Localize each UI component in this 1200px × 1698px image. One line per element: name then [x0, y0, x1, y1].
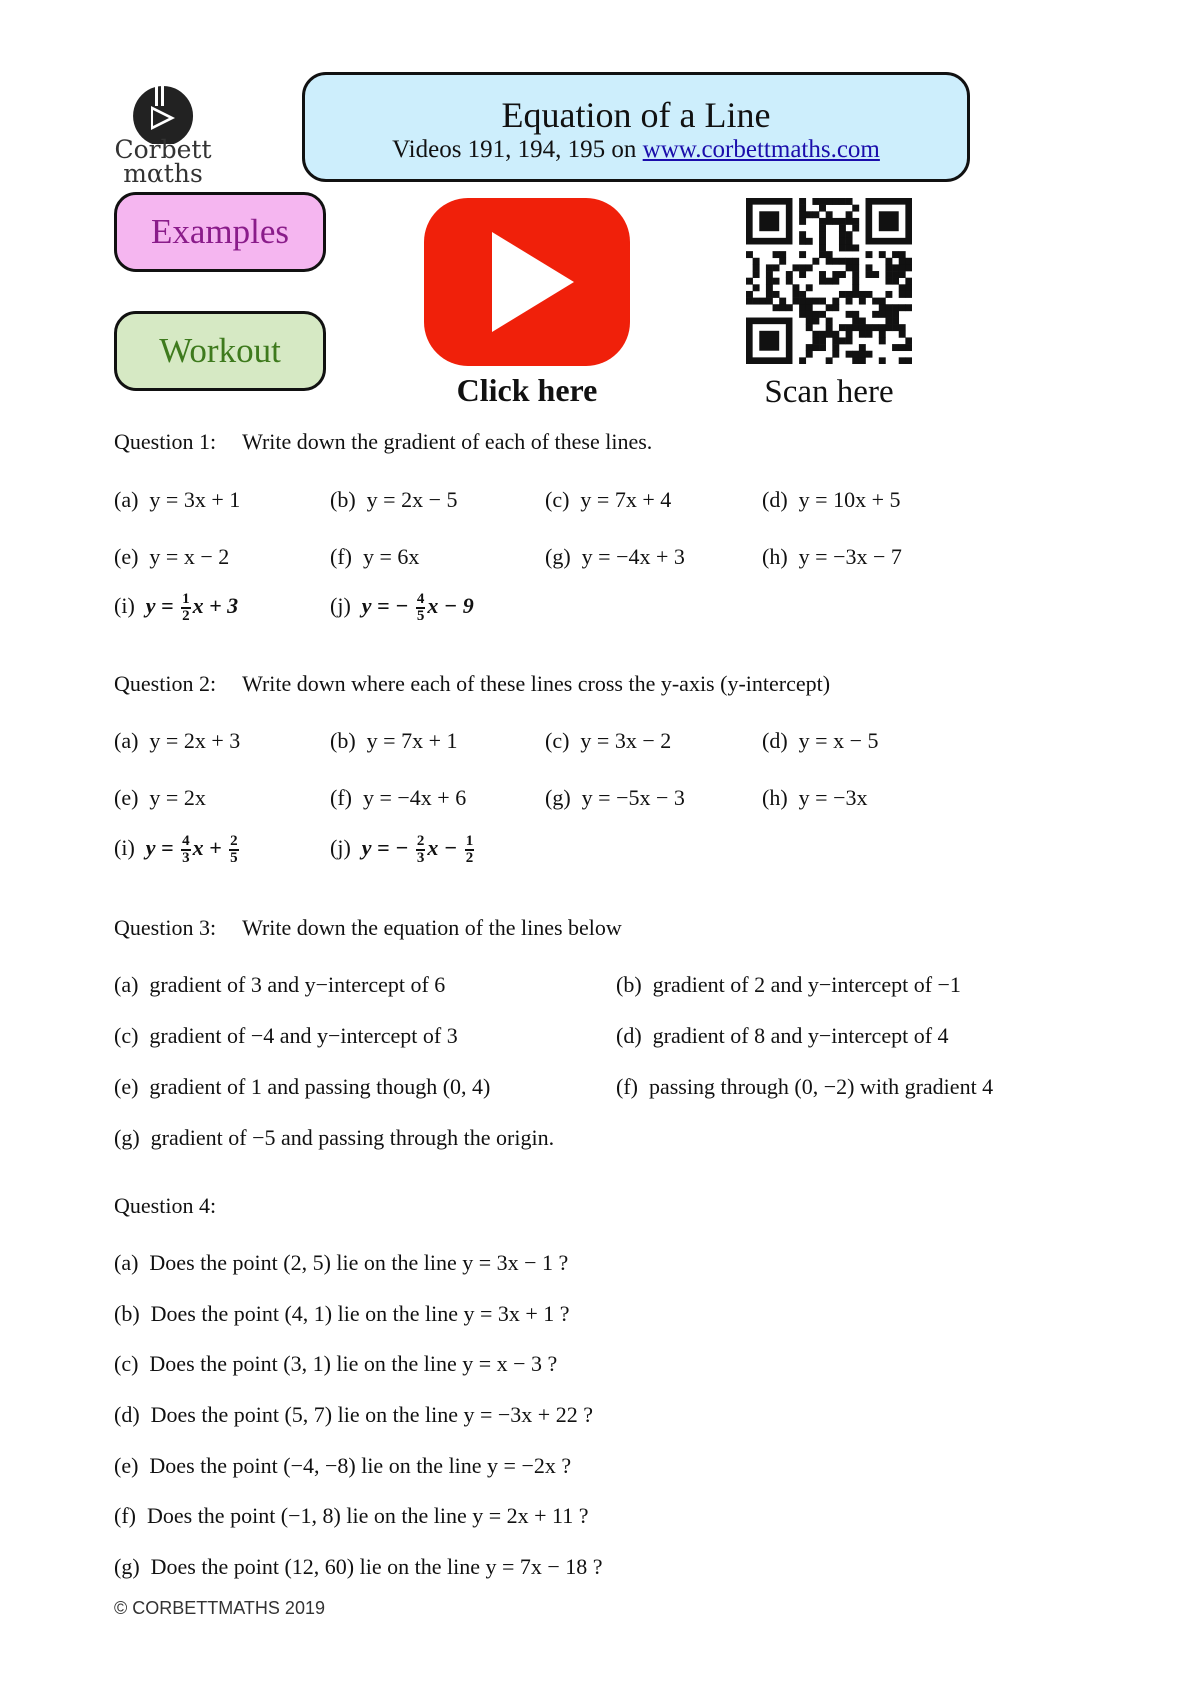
q2-item-a: (a) y = 2x + 3: [114, 728, 241, 753]
fraction: $\frac{2}{3}$: [416, 833, 425, 866]
q3-item-b: (b) gradient of 2 and y−intercept of −1: [616, 972, 961, 997]
fraction: $\frac{4}{5}$: [416, 591, 425, 624]
workout-button[interactable]: Workout: [114, 311, 326, 391]
q1-item-e: (e) y = x − 2: [114, 544, 230, 569]
q2-item-i: (i) y = $\frac{4}{3}$ x + $\frac{2}{5}$: [114, 833, 238, 866]
q1-item-d: (d) y = 10x + 5: [762, 487, 901, 512]
q2-item-b: (b) y = 7x + 1: [330, 728, 458, 753]
q2-prompt: Write down where each of these lines cross the y-axis (y-intercept): [242, 671, 831, 696]
logo-text-corbett: Corbett: [114, 135, 212, 164]
video-play-button[interactable]: [424, 198, 630, 366]
q3-prompt: Write down the equation of the lines below: [242, 915, 622, 940]
q3-item-d: (d) gradient of 8 and y−intercept of 4: [616, 1023, 949, 1048]
q2-item-d: (d) y = x − 5: [762, 728, 879, 753]
q1-item-a: (a) y = 3x + 1: [114, 487, 241, 512]
q3-item-f: (f) passing through (0, −2) with gradient 4: [616, 1074, 994, 1099]
q1-item-c: (c) y = 7x + 4: [545, 487, 672, 512]
q1-title: Question 1:: [114, 429, 217, 454]
q4-item-a: (a) Does the point (2, 5) lie on the line y = 3x − 1 ?: [114, 1250, 569, 1275]
q1-item-h: (h) y = −3x − 7: [762, 544, 902, 569]
q1-item-i: (i) y = $\frac{1}{2}$ x + 3: [114, 591, 239, 624]
q2-item-c: (c) y = 3x − 2: [545, 728, 672, 753]
q4-item-f: (f) Does the point (−1, 8) lie on the line y = 2x + 11 ?: [114, 1503, 589, 1528]
q2-item-f: (f) y = −4x + 6: [330, 785, 467, 810]
q1-item-b: (b) y = 2x − 5: [330, 487, 458, 512]
q2-heading: [114, 670, 830, 698]
page-title: Equation of a Line: [501, 95, 771, 135]
q2-item-h: (h) y = −3x: [762, 785, 868, 810]
q2-title: Question 2:: [114, 671, 217, 696]
examples-button[interactable]: Examples: [114, 192, 326, 272]
q1-item-j: (j) y = − $\frac{4}{5}$ x − 9: [330, 591, 474, 624]
click-here-label[interactable]: Click here: [456, 372, 598, 408]
q3-heading: [114, 914, 622, 942]
title-box: [302, 72, 970, 182]
qr-code-icon[interactable]: [746, 198, 912, 364]
q4-item-c: (c) Does the point (3, 1) lie on the line y = x − 3 ?: [114, 1351, 558, 1376]
scan-here-label: Scan here: [764, 374, 894, 410]
page-subtitle: [305, 135, 967, 165]
subtitle-text: Videos 191, 194, 195 on: [392, 136, 643, 163]
fraction: $\frac{2}{5}$: [230, 833, 238, 866]
q3-item-e: (e) gradient of 1 and passing though (0, 4): [114, 1074, 491, 1099]
q3-item-a: (a) gradient of 3 and y−intercept of 6: [114, 972, 446, 997]
fraction: $\frac{1}{2}$: [465, 833, 474, 866]
q4-title: Question 4:: [114, 1193, 217, 1218]
corbett-logo: [113, 82, 213, 190]
q4-item-d: (d) Does the point (5, 7) lie on the line y = −3x + 22 ?: [114, 1402, 593, 1427]
q1-item-f: (f) y = 6x: [330, 544, 420, 569]
q3-title: Question 3:: [114, 915, 217, 940]
q3-item-c: (c) gradient of −4 and y−intercept of 3: [114, 1023, 458, 1048]
q4-item-g: (g) Does the point (12, 60) lie on the line y = 7x − 18 ?: [114, 1554, 603, 1579]
q2-item-g: (g) y = −5x − 3: [545, 785, 685, 810]
play-icon: [424, 198, 630, 366]
q2-item-e: (e) y = 2x: [114, 785, 206, 810]
q1-prompt: Write down the gradient of each of these lines.: [242, 429, 653, 454]
q1-item-g: (g) y = −4x + 3: [545, 544, 685, 569]
q1-heading: [114, 428, 652, 456]
fraction: $\frac{4}{3}$: [182, 833, 190, 866]
copyright-footer: © CORBETTMATHS 2019: [114, 1598, 325, 1618]
q3-item-g: (g) gradient of −5 and passing through the origin.: [114, 1125, 555, 1150]
q2-item-j: (j) y = − $\frac{2}{3}$ x − $\frac{1}{2}$: [330, 833, 474, 866]
q4-item-e: (e) Does the point (−4, −8) lie on the line y = −2x ?: [114, 1453, 572, 1478]
q4-item-b: (b) Does the point (4, 1) lie on the line y = 3x + 1 ?: [114, 1301, 570, 1326]
logo-text-maths: mαths: [123, 159, 203, 188]
website-link[interactable]: www.corbettmaths.com: [642, 136, 880, 163]
fraction: $\frac{1}{2}$: [182, 591, 190, 624]
